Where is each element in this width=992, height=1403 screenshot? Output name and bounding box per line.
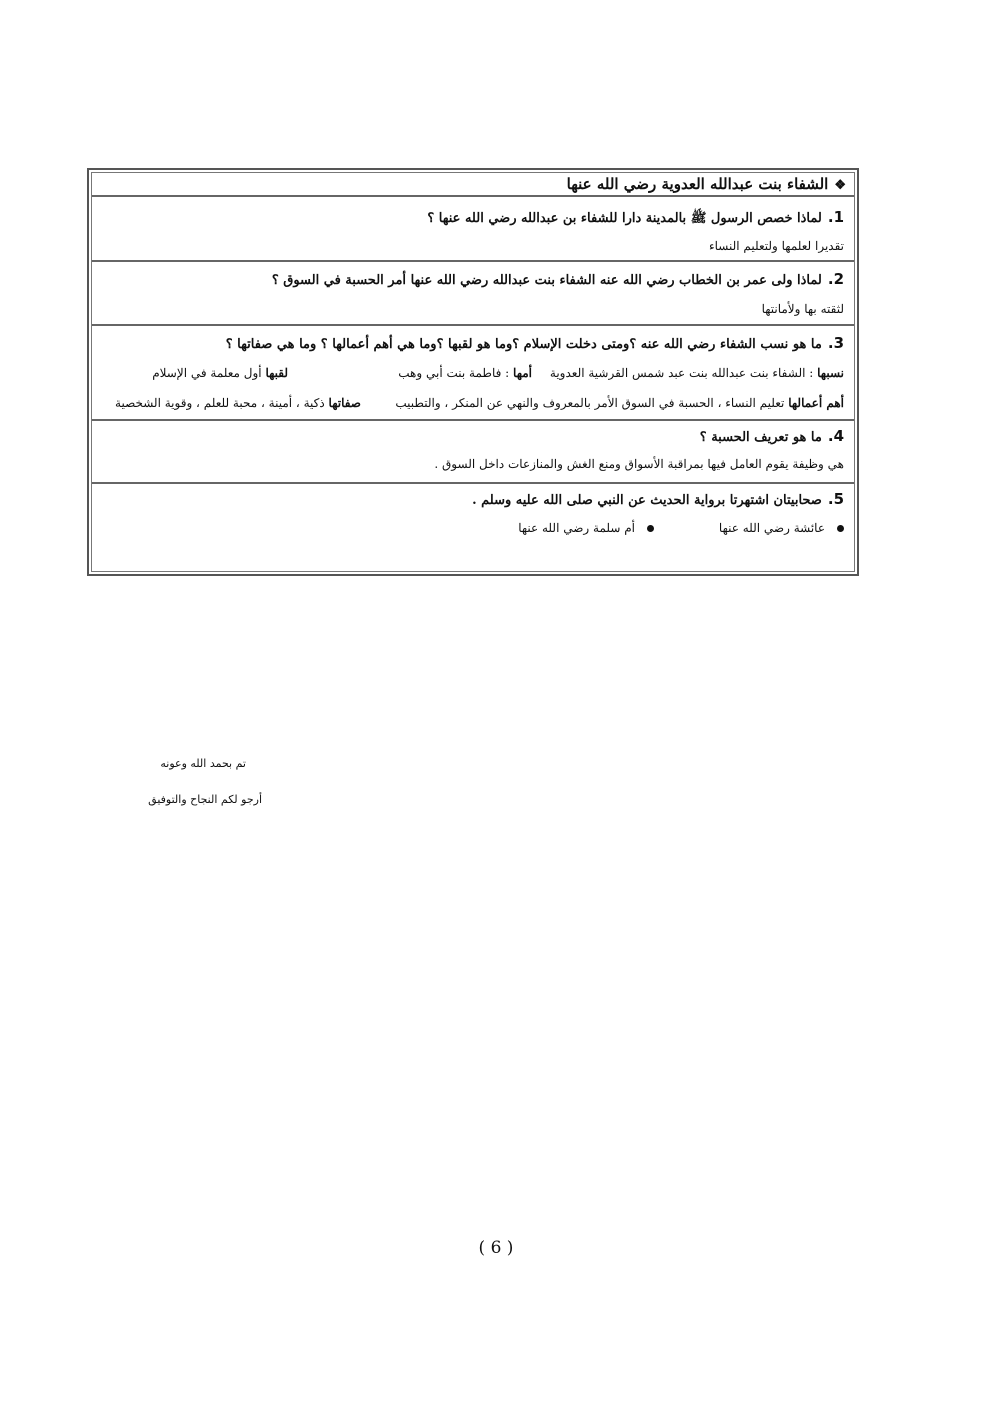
question-5 xyxy=(472,490,844,508)
section-title-text: الشفاء بنت عبدالله العدوية رضي الله عنها xyxy=(566,175,829,193)
list-item-text: أم سلمة رضي الله عنها xyxy=(518,521,635,535)
works-label: أهم أعمالها xyxy=(788,396,844,410)
question-number: 5. xyxy=(827,490,844,508)
question-number: 4. xyxy=(827,427,844,445)
question-text: صحابيتان اشتهرتا برواية الحديث عن النبي صلى الله عليه وسلم . xyxy=(472,493,822,508)
list-item xyxy=(719,521,844,535)
lineage-label: نسبها xyxy=(817,366,844,380)
mother-label: أمها xyxy=(513,366,532,380)
works-value: تعليم النساء ، الحسبة في السوق الأمر بالمعروف والنهي عن المنكر ، والتطبيب xyxy=(395,396,785,410)
list-item xyxy=(518,521,654,535)
question-number: 1. xyxy=(827,208,844,226)
title-label: لقبها xyxy=(265,366,288,380)
title-nickname xyxy=(152,366,288,380)
bullet-icon xyxy=(647,525,654,532)
question-row-2 xyxy=(92,262,854,326)
question-2 xyxy=(272,270,844,288)
question-number: 2. xyxy=(827,270,844,288)
section-title xyxy=(567,175,846,193)
question-row-4 xyxy=(92,421,854,484)
question-4 xyxy=(700,427,844,445)
section-title-row xyxy=(92,173,854,197)
question-row-3 xyxy=(92,326,854,421)
question-text: لماذا ولى عمر بن الخطاب رضي الله عنه الشفاء بنت عبدالله رضي الله عنها أمر الحسبة في السوق ؟ xyxy=(271,273,822,288)
questions-table xyxy=(87,168,859,576)
question-text: ما هو تعريف الحسبة ؟ xyxy=(699,430,822,445)
mother xyxy=(398,366,532,380)
list-item-text: عائشة رضي الله عنها xyxy=(718,521,825,535)
question-1 xyxy=(427,208,844,229)
page-number: ( 6 ) xyxy=(478,1238,514,1258)
question-row-5 xyxy=(92,484,854,572)
question-3 xyxy=(226,334,844,352)
answer-4: هي وظيفة يقوم العامل فيها بمراقبة الأسواق ومنع الغش والمنازعات داخل السوق . xyxy=(434,457,844,471)
mother-value: : فاطمة بنت أبي وهب xyxy=(398,366,510,380)
question-text: ما هو نسب الشفاء رضي الله عنه ؟ومتى دخلت الإسلام ؟وما هو لقبها ؟وما هي أهم أعمالها ؟ وما هي صفاتها ؟ xyxy=(225,337,822,352)
closing-line-1: تم بحمد الله وعونه xyxy=(160,757,246,770)
question-number: 3. xyxy=(827,334,844,352)
question-text: لماذا خصص الرسول ﷺ بالمدينة دارا للشفاء بن عبدالله رضي الله عنها ؟ xyxy=(427,211,822,226)
works xyxy=(395,396,844,410)
closing-line-2: أرجو لكم النجاح والتوفيق xyxy=(148,793,262,806)
answer-2: لثقته بها ولأمانتها xyxy=(761,302,844,316)
bullet-icon xyxy=(837,525,844,532)
lineage-value: : الشفاء بنت عبدالله بنت عبد شمس القرشية العدوية xyxy=(549,366,814,380)
answer-1: تقديرا لعلمها ولتعليم النساء xyxy=(708,239,844,253)
traits-value: ذكية ، أمينة ، محبة للعلم ، وقوية الشخصية xyxy=(115,396,325,410)
title-value: أول معلمة في الإسلام xyxy=(152,366,262,380)
traits-label: صفاتها xyxy=(328,396,361,410)
diamond-bullet-icon: ❖ xyxy=(834,178,846,193)
traits xyxy=(115,396,361,410)
lineage xyxy=(550,366,844,380)
question-row-1 xyxy=(92,199,854,262)
